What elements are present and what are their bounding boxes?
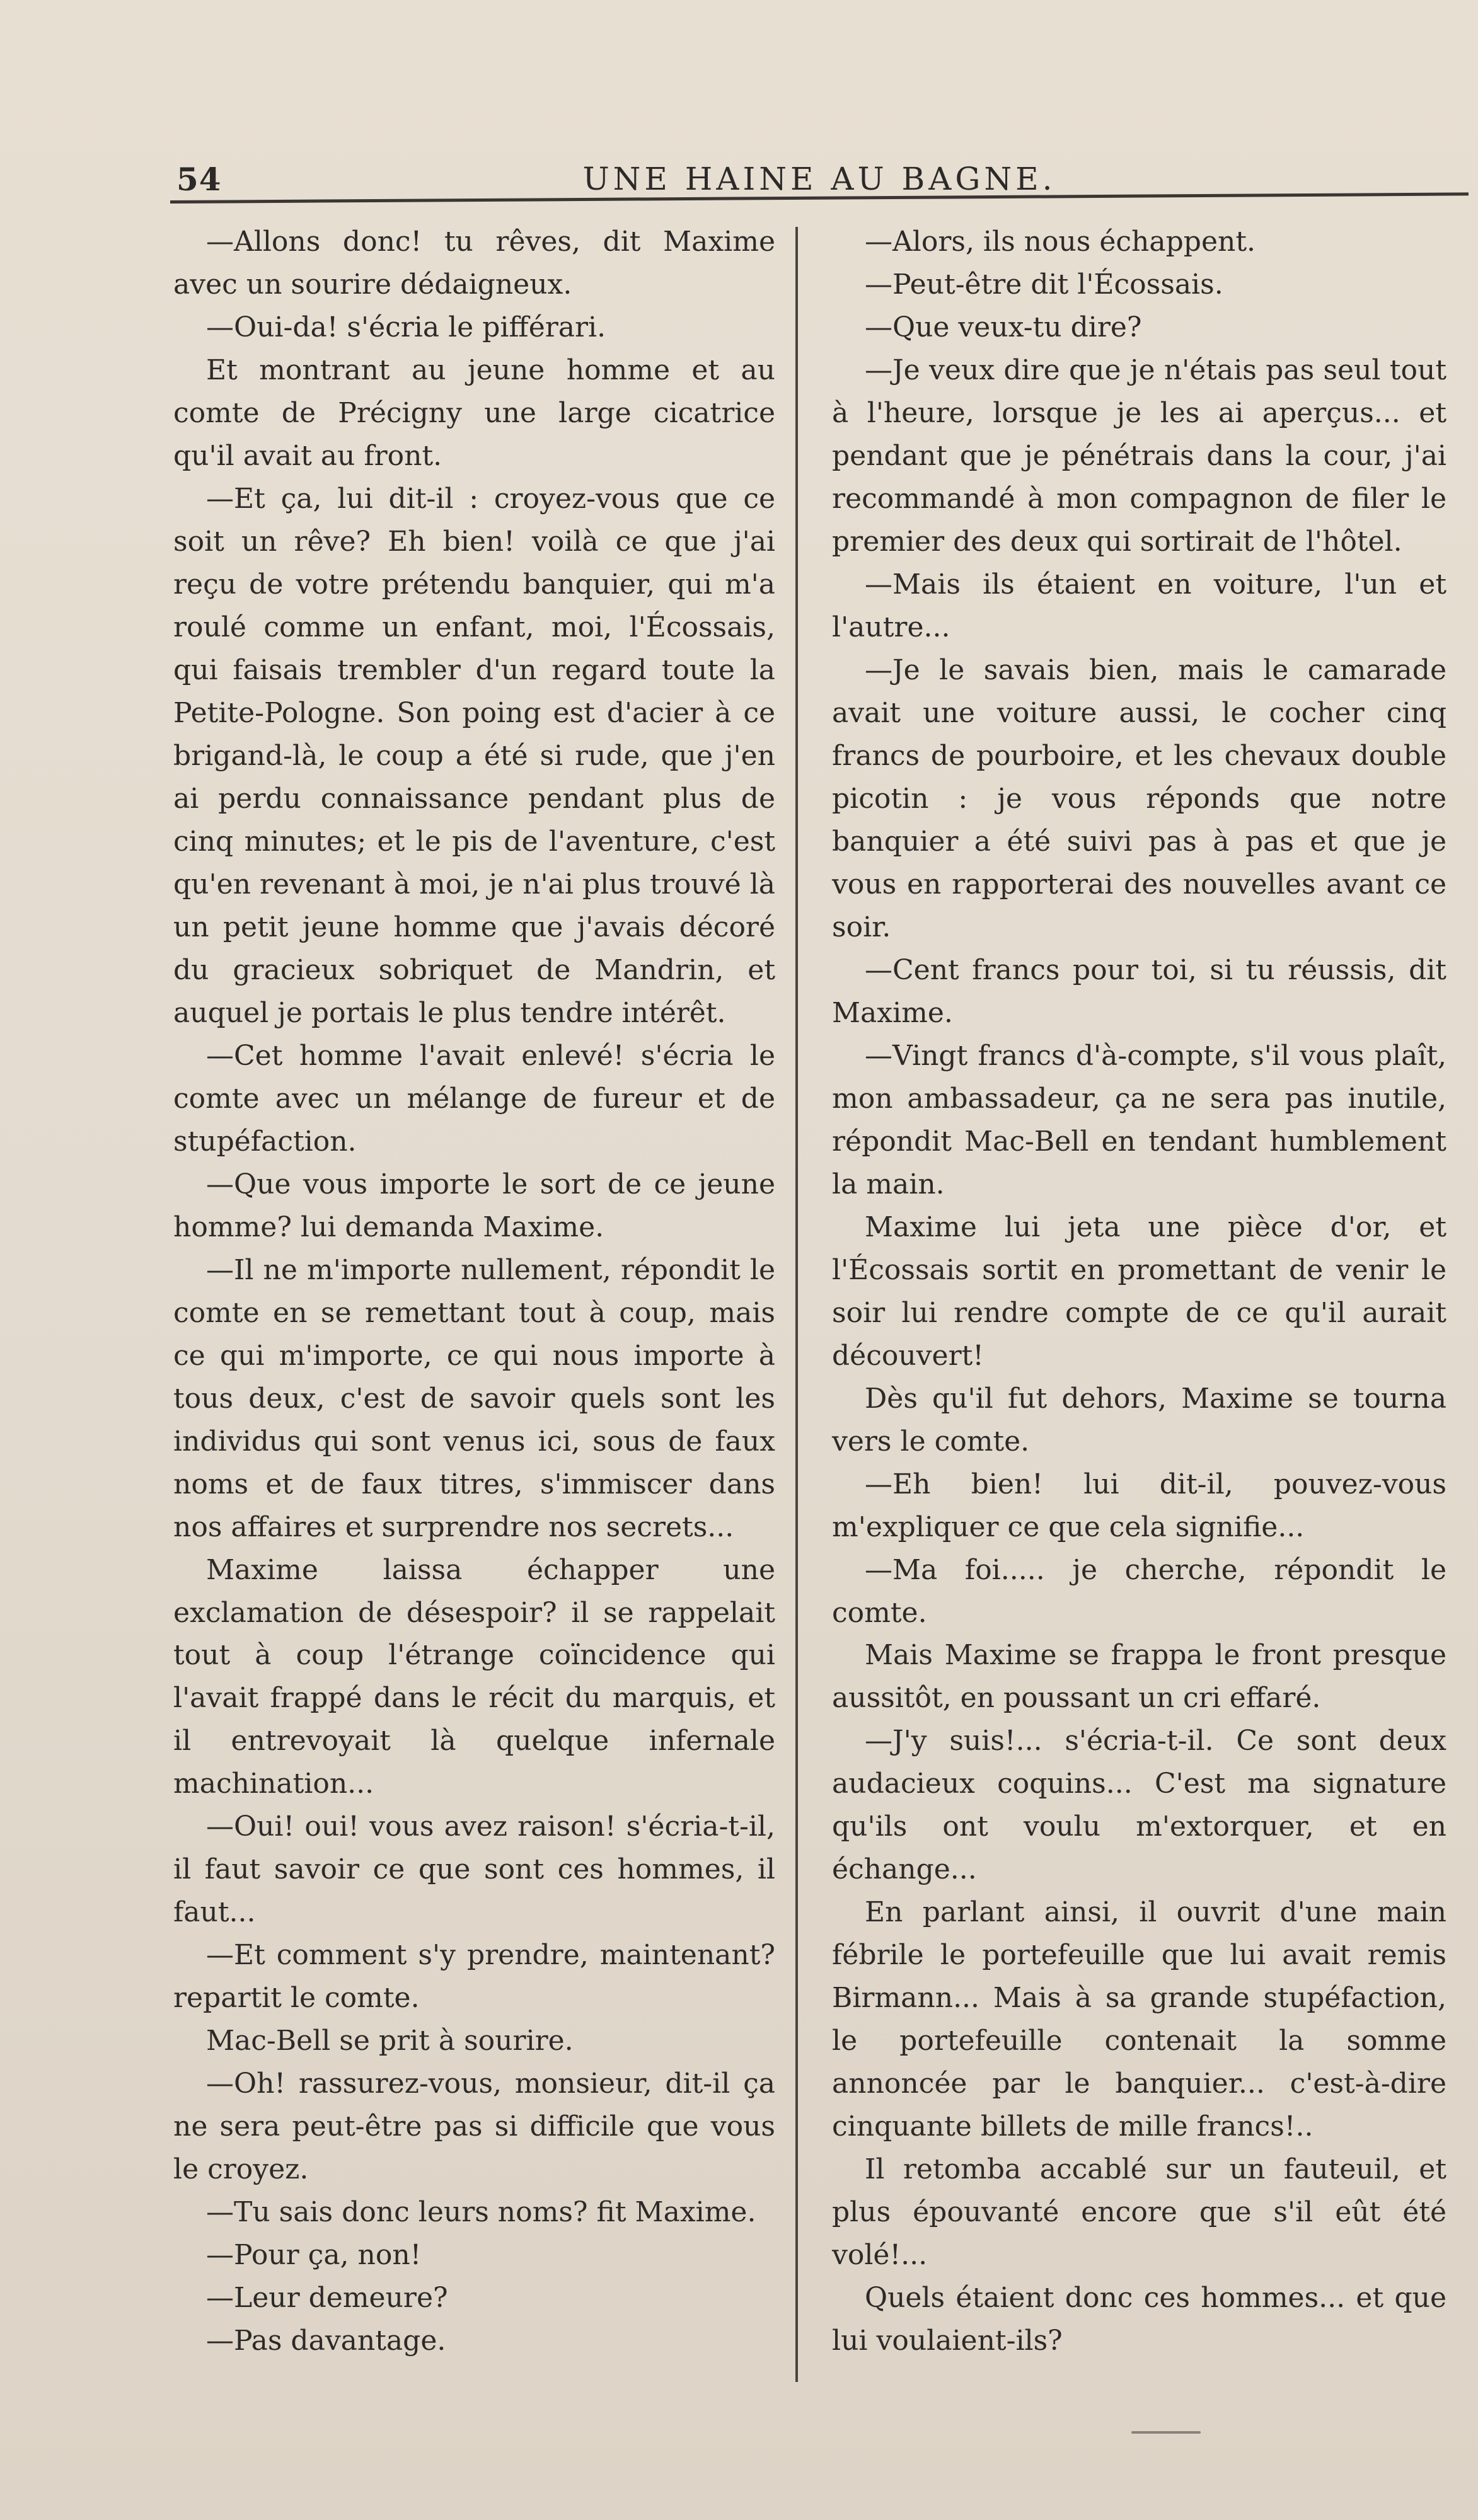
paragraph: —Peut-être dit l'Écossais. xyxy=(865,268,1223,301)
paragraph: —Pas davantage. xyxy=(206,2325,446,2357)
paragraph: Il retomba accablé sur un fauteuil, et plus épouvanté encore que s'il eût été volé!... xyxy=(832,2153,1446,2272)
paragraph: En parlant ainsi, il ouvrit d'une main fébrile le portefeuille que lui avait remis Birmann... Mais à sa grande stupéfaction, le portefeuille contenait la somme annoncée par le banquier... c'est-à-dire cinquante billets de mille francs!.. xyxy=(832,1896,1446,2143)
page-header xyxy=(176,161,1462,198)
paragraph: Et montrant au jeune homme et au comte de Précigny une large cicatrice qu'il avait au front. xyxy=(173,354,775,472)
paragraph: —Oui-da! s'écria le pifférari. xyxy=(206,311,606,343)
paragraph: —Pour ça, non! xyxy=(206,2239,422,2272)
paragraph: Quels étaient donc ces hommes... et que lui voulaient-ils? xyxy=(832,2282,1446,2357)
paragraph: —Eh bien! lui dit-il, pouvez-vous m'expliquer ce que cela signifie... xyxy=(832,1468,1446,1543)
paragraph: —Oui! oui! vous avez raison! s'écria-t-il, il faut savoir ce que sont ces hommes, il faut... xyxy=(173,1810,775,1929)
paragraph: —Et ça, lui dit-il : croyez-vous que ce soit un rêve? Eh bien! voilà ce que j'ai reçu de votre prétendu banquier, qui m'a roulé comme un enfant, moi, l'Écossais, qui faisais trembler d'un regard toute la Petite-Pologne. Son poing est d'acier à ce brigand-là, le coup a été si rude, que j'en ai perdu connaissance pendant plus de cinq minutes; et le pis de l'aventure, c'est qu'en revenant à moi, je n'ai plus trouvé là un petit jeune homme que j'avais décoré du gracieux sobriquet de Mandrin, et auquel je portais le plus tendre intérêt. xyxy=(173,482,775,1029)
paragraph: —Allons donc! tu rêves, dit Maxime avec un sourire dédaigneux. xyxy=(173,226,775,301)
left-column xyxy=(173,221,775,2362)
paragraph: —Cet homme l'avait enlevé! s'écria le comte avec un mélange de fureur et de stupéfaction. xyxy=(173,1039,775,1158)
right-column xyxy=(832,221,1446,2362)
paragraph: —Et comment s'y prendre, maintenant? repartit le comte. xyxy=(173,1939,775,2015)
paragraph: Maxime lui jeta une pièce d'or, et l'Écossais sortit en promettant de venir le soir lui rendre compte de ce qu'il aurait découvert! xyxy=(832,1211,1446,1372)
paragraph: Maxime laissa échapper une exclamation de désespoir? il se rappelait tout à coup l'étrange coïncidence qui l'avait frappé dans le récit du marquis, et il entrevoyait là quelque infernale machination... xyxy=(173,1553,775,1800)
paragraph: —Il ne m'importe nullement, répondit le comte en se remettant tout à coup, mais ce qui m'importe, ce qui nous importe à tous deux, c'est de savoir quels sont les individus qui sont venus ici, sous de faux noms et de faux titres, s'immiscer dans nos affaires et surprendre nos secrets... xyxy=(173,1253,775,1543)
footer-flourish xyxy=(1131,2431,1201,2434)
paragraph: —Vingt francs d'à-compte, s'il vous plaît, mon ambassadeur, ça ne sera pas inutile, répondit Mac-Bell en tendant humblement la main. xyxy=(832,1039,1446,1200)
paragraph: —Mais ils étaient en voiture, l'un et l'autre... xyxy=(832,568,1446,643)
paragraph: —Ma foi..... je cherche, répondit le comte. xyxy=(832,1553,1446,1629)
paragraph: —Alors, ils nous échappent. xyxy=(865,226,1256,258)
paragraph: Dès qu'il fut dehors, Maxime se tourna vers le comte. xyxy=(832,1382,1446,1458)
paragraph: —Je veux dire que je n'étais pas seul tout à l'heure, lorsque je les ai aperçus... et pendant que je pénétrais dans la cour, j'ai recommandé à mon compagnon de filer le premier des deux qui sortirait de l'hôtel. xyxy=(832,354,1446,558)
paragraph: —Oh! rassurez-vous, monsieur, dit-il ça ne sera peut-être pas si difficile que vous le croyez. xyxy=(173,2068,775,2186)
paragraph: —J'y suis!... s'écria-t-il. Ce sont deux audacieux coquins... C'est ma signature qu'ils ont voulu m'extorquer, et en échange... xyxy=(832,1725,1446,1886)
column-divider xyxy=(795,227,798,2382)
paragraph: —Tu sais donc leurs noms? fit Maxime. xyxy=(206,2196,756,2229)
paragraph: —Cent francs pour toi, si tu réussis, dit Maxime. xyxy=(832,953,1446,1029)
paragraph: —Que vous importe le sort de ce jeune homme? lui demanda Maxime. xyxy=(173,1168,775,1243)
running-title: UNE HAINE AU BAGNE. xyxy=(582,161,1056,197)
paragraph: —Que veux-tu dire? xyxy=(865,311,1142,343)
page-number: 54 xyxy=(176,161,222,198)
paragraph: —Leur demeure? xyxy=(206,2282,448,2315)
paragraph: —Je le savais bien, mais le camarade avait une voiture aussi, le cocher cinq francs de pourboire, et les chevaux double picotin : je vous réponds que notre banquier a été suivi pas à pas et que je vous en rapporterai des nouvelles avant ce soir. xyxy=(832,653,1446,943)
paragraph: Mais Maxime se frappa le front presque aussitôt, en poussant un cri effaré. xyxy=(832,1639,1446,1715)
paragraph: Mac-Bell se prit à sourire. xyxy=(206,2025,574,2057)
